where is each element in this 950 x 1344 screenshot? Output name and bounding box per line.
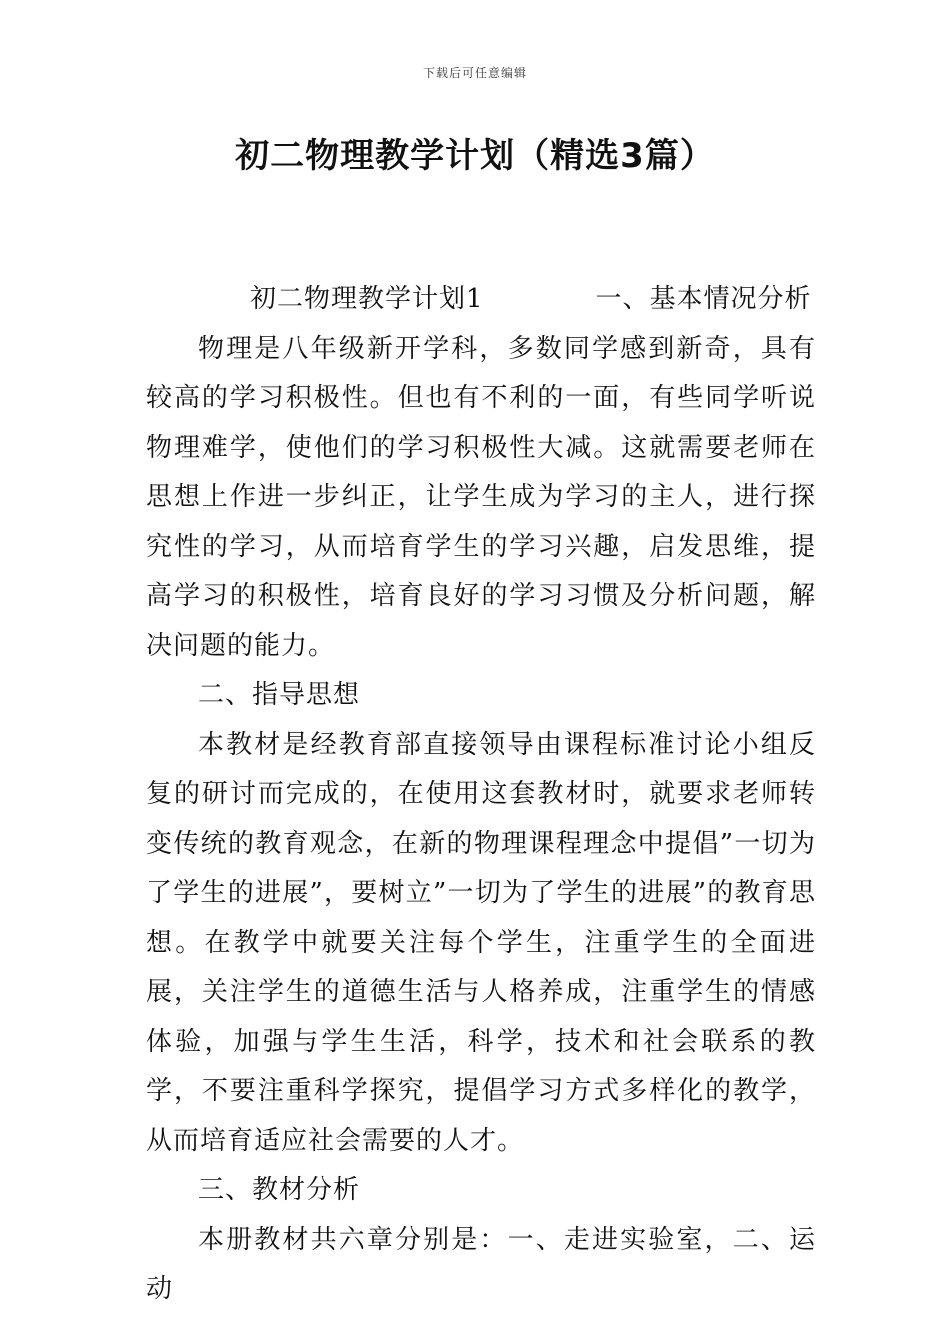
heading-guiding-thought: 二、指导思想 — [198, 680, 361, 710]
section-heading-line — [146, 275, 816, 325]
heading-material-analysis: 三、教材分析 — [198, 1175, 361, 1205]
download-note: 下载后可任意编辑 — [422, 66, 527, 80]
heading-basic-situation: 一、基本情况分析 — [595, 284, 812, 314]
paragraph-material-analysis: 本册教材共六章分别是：一、走进实验室，二、运动 — [146, 1224, 816, 1304]
paragraph-basic-situation: 物理是八年级新开学科，多数同学感到新奇，具有较高的学习积极性。但也有不利的一面，有些同学听说物理难学，使他们的学习积极性大减。这就需要老师在思想上作进一步纠正，让学生成为学习的主人，进行探究性的学习，从而培育学生的学习兴趣，启发思维，提高学习的积极性，培育良好的学习习惯及分析问题，解决问题的能力。 — [146, 333, 816, 661]
paragraph-guiding-thought: 本教材是经教育部直接领导由课程标准讨论小组反复的研讨而完成的，在使用这套教材时，就要求老师转变传统的教育观念，在新的物理课程理念中提倡”一切为了学生的进展”，要树立”一切为了学生的进展”的教育思想。在教学中就要关注每个学生，注重学生的全面进展，关注学生的道德生活与人格养成，注重学生的情感体验，加强与学生生活，科学，技术和社会联系的教学，不要注重科学探究，提倡学习方式多样化的教学，从而培育适应社会需要的人才。 — [146, 729, 816, 1156]
document-body — [146, 275, 816, 1315]
section1-heading: 初二物理教学计划1 — [250, 284, 484, 314]
document-title: 初二物理教学计划（精选3篇） — [235, 136, 715, 176]
